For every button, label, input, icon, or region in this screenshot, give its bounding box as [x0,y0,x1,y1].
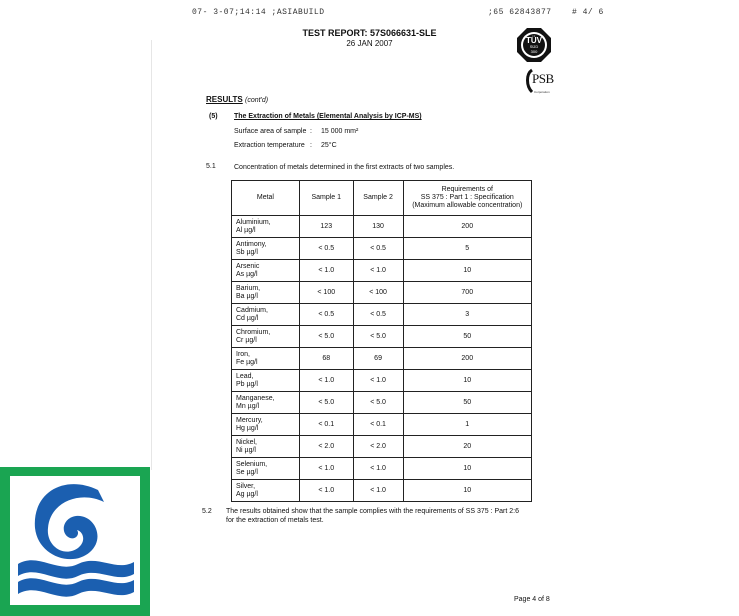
sample1-value: < 0.5 [299,238,353,260]
metal-cell [232,370,300,392]
sample2-value: < 0.5 [353,304,403,326]
metal-unit: Ni µg/l [236,446,256,454]
metal-name: Nickel, [236,438,258,446]
section51-number: 5.1 [206,163,216,170]
requirement-value: 700 [403,282,532,304]
tuv-logo-number: 300 [530,49,538,54]
header-sample-1: Sample 1 [299,181,353,216]
sample2-value: < 1.0 [353,370,403,392]
results-heading: RESULTS [206,95,243,104]
sample2-value: < 5.0 [353,326,403,348]
table-row [232,238,532,260]
psb-logo-text: PSB [532,71,554,86]
metal-name: Barium, [236,284,261,292]
section52-line1: The results obtained show that the sample complies with the requirements of SS 375 : Part 2:6 [226,508,519,515]
header-req-line3: (Maximum allowable concentration) [412,202,523,209]
psb-logo [524,68,556,102]
sample2-value: 130 [353,216,403,238]
sample1-value: 123 [299,216,353,238]
metal-name: Selenium, [236,460,268,468]
table-row [232,480,532,502]
requirement-value: 10 [403,458,532,480]
metal-unit: Ag µg/l [236,490,258,498]
metal-name: Silver, [236,482,256,490]
metal-name: Iron, [236,350,251,358]
table-row [232,348,532,370]
metal-cell [232,458,300,480]
metal-unit: Pb µg/l [236,380,258,388]
table-row [232,458,532,480]
extraction-temp-colon: : [310,142,312,149]
table-row [232,370,532,392]
page-footer: Page 4 of 8 [514,596,550,603]
header-requirements [403,181,532,216]
sample1-value: 68 [299,348,353,370]
header-sample-2: Sample 2 [353,181,403,216]
sample1-value: < 0.1 [299,414,353,436]
table-row [232,414,532,436]
sample2-value: < 1.0 [353,480,403,502]
metal-unit: Mn µg/l [236,402,260,410]
surface-area-label: Surface area of sample [234,128,307,135]
metal-name: Chromium, [236,328,271,336]
table-row [232,282,532,304]
section52-line2: for the extraction of metals test. [226,517,324,524]
sample1-value: < 0.5 [299,304,353,326]
sample1-value: < 1.0 [299,458,353,480]
metal-cell [232,348,300,370]
sample2-value: < 2.0 [353,436,403,458]
metal-name: Antimony, [236,240,267,248]
sample1-value: < 1.0 [299,480,353,502]
requirement-value: 200 [403,216,532,238]
tuv-logo-sud: SÜD [529,44,539,49]
metal-unit: Cd µg/l [236,314,259,322]
fax-header-left: 07- 3-07;14:14 ;ASIABUILD [192,8,325,17]
sample2-value: < 100 [353,282,403,304]
requirement-value: 3 [403,304,532,326]
requirement-value: 200 [403,348,532,370]
metal-name: Mercury, [236,416,263,424]
sample2-value: < 1.0 [353,458,403,480]
psb-logo-sub: Corporation [534,90,550,94]
sample1-value: < 5.0 [299,392,353,414]
table-row [232,392,532,414]
sample2-value: 69 [353,348,403,370]
section5-title: The Extraction of Metals (Elemental Analysis by ICP-MS) [234,113,422,120]
sample1-value: < 2.0 [299,436,353,458]
fax-page-number: # 4/ 6 [572,8,604,17]
metal-name: Manganese, [236,394,275,402]
page-margin-line [151,40,152,470]
surface-area-colon: : [310,128,312,135]
sample1-value: < 1.0 [299,260,353,282]
metal-name: Aluminium, [236,218,271,226]
extraction-temp-label: Extraction temperature [234,142,305,149]
metal-cell [232,326,300,348]
sample2-value: < 0.5 [353,238,403,260]
wave-icon [10,476,140,605]
table-row [232,326,532,348]
table-row [232,216,532,238]
report-date: 26 JAN 2007 [346,39,393,48]
metal-unit: Hg µg/l [236,424,259,432]
metal-name: Cadmium, [236,306,268,314]
section51-text: Concentration of metals determined in the first extracts of two samples. [234,164,455,171]
results-contd: (cont'd) [244,97,269,104]
sample1-value: < 1.0 [299,370,353,392]
section5-number: (5) [209,113,218,120]
metal-cell [232,480,300,502]
table-row [232,304,532,326]
header-req-line2: SS 375 : Part 1 : Specification [420,194,514,201]
requirement-value: 10 [403,370,532,392]
header-metal: Metal [232,181,300,216]
metal-cell [232,414,300,436]
metals-table [231,180,532,502]
metal-unit: Ba µg/l [236,292,258,300]
report-title: TEST REPORT: 57S066631-SLE [302,28,437,38]
requirement-value: 1 [403,414,532,436]
metal-cell [232,304,300,326]
metal-unit: Al µg/l [236,226,256,234]
sample1-value: < 5.0 [299,326,353,348]
metal-cell [232,260,300,282]
requirement-value: 10 [403,480,532,502]
tuv-logo [516,27,552,63]
table-header-row [232,181,532,216]
watermark-logo [0,467,150,616]
table-row [232,260,532,282]
requirement-value: 5 [403,238,532,260]
metal-cell [232,436,300,458]
results-heading-line [206,95,268,104]
fax-header-right: ;65 62843877 [488,8,552,17]
metal-unit: As µg/l [236,270,258,278]
extraction-temp-value: 25°C [321,142,337,149]
requirement-value: 50 [403,392,532,414]
metal-cell [232,282,300,304]
metal-cell [232,238,300,260]
metal-cell [232,392,300,414]
table-row [232,436,532,458]
sample1-value: < 100 [299,282,353,304]
metal-unit: Fe µg/l [236,358,258,366]
metal-cell [232,216,300,238]
metal-name: Lead, [236,372,254,380]
metal-unit: Se µg/l [236,468,258,476]
requirement-value: 20 [403,436,532,458]
sample2-value: < 1.0 [353,260,403,282]
requirement-value: 50 [403,326,532,348]
metal-unit: Sb µg/l [236,248,258,256]
requirement-value: 10 [403,260,532,282]
metal-name: Arsenic [236,262,260,270]
watermark-logo-inner [10,476,140,605]
header-req-line1: Requirements of [441,186,493,193]
section52-number: 5.2 [202,508,212,515]
sample2-value: < 5.0 [353,392,403,414]
sample2-value: < 0.1 [353,414,403,436]
surface-area-value: 15 000 mm² [321,128,359,135]
metal-unit: Cr µg/l [236,336,257,344]
tuv-logo-text: TÜV [526,36,542,45]
